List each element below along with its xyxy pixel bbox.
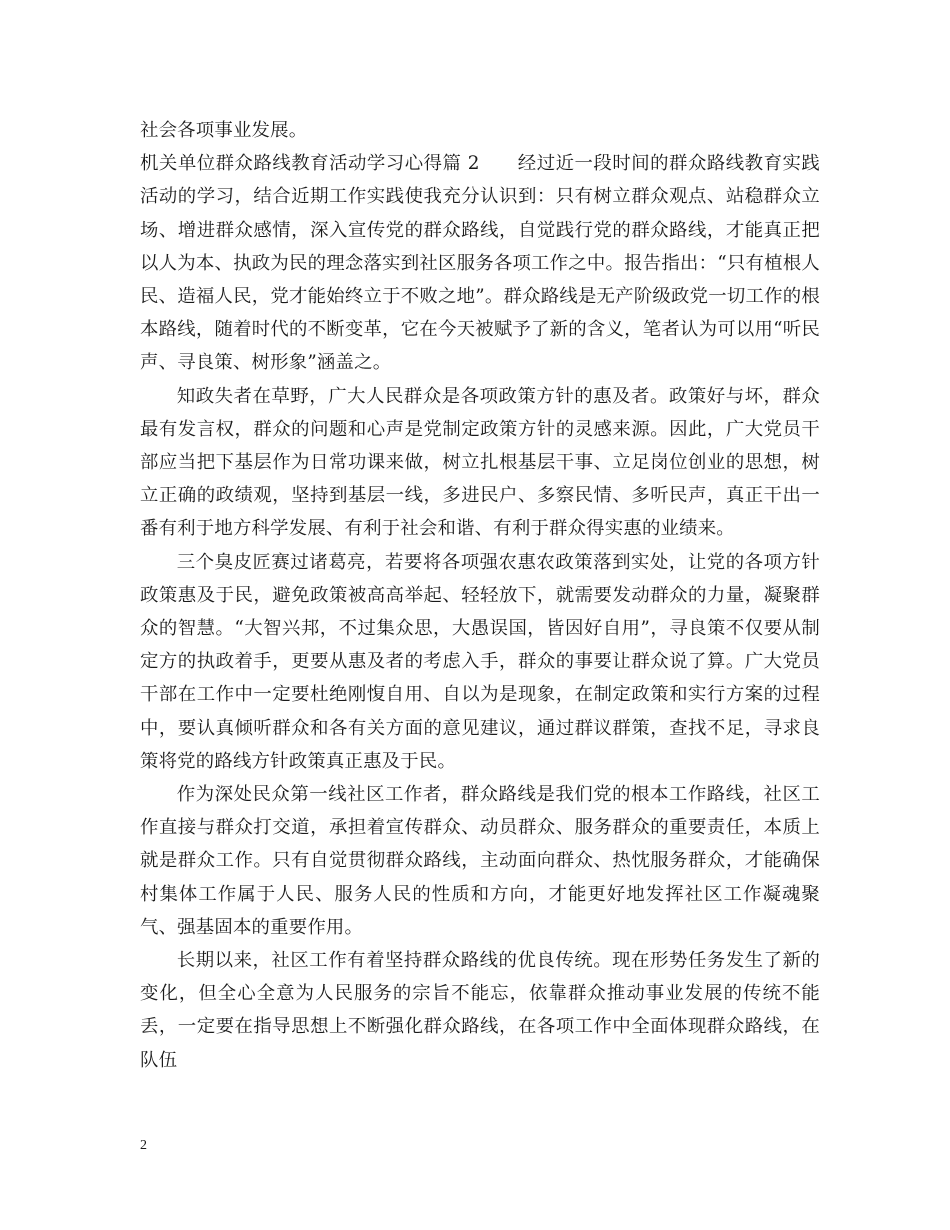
paragraph-seek-strategies: 三个臭皮匠赛过诸葛亮，若要将各项强农惠农政策落到实处，让党的各项方针政策惠及于民，避免政策被高高举起、轻轻放下，就需要发动群众的力量，凝聚群众的智慧。“大智兴邦，不过集众思，大愚误国，皆因好自用”，寻良策不仅要从制定方的执政着手，更要从惠及者的考虑入手，群众的事要让群众说了算。广大党员干部在工作中一定要杜绝刚愎自用、自以为是现象，在制定政策和实行方案的过程中，要认真倾听群众和各有关方面的意见建议，通过群议群策，查找不足，寻求良策将党的路线方针政策真正惠及于民。	[140, 551, 820, 772]
paragraph-article-title-and-intro: 机关单位群众路线教育活动学习心得篇 2 经过近一段时间的群众路线教育实践活动的学习，结合近期工作实践使我充分认识到：只有树立群众观点、站稳群众立场、增进群众感情，深入宣传党的群众路线，自觉践行党的群众路线，才能真正把以人为本、执政为民的理念落实到社区服务各项工作之中。报告指出：“只有植根人民、造福人民，党才能始终立于不败之地”。群众路线是无产阶级政党一切工作的根本路线，随着时代的不断变革，它在今天被赋予了新的含义，笔者认为可以用“听民声、寻良策、树形象”涵盖之。	[140, 153, 820, 374]
document-body	[140, 114, 820, 1077]
paragraph-tradition: 长期以来，社区工作有着坚持群众路线的优良传统。现在形势任务发生了新的变化，但全心全意为人民服务的宗旨不能忘，依靠群众推动事业发展的传统不能丢，一定要在指导思想上不断强化群众路线，在各项工作中全面体现群众路线，在队伍	[140, 950, 820, 1071]
paragraph-continuation: 社会各项事业发展。	[140, 120, 308, 141]
paragraph-listen-voices: 知政失者在草野，广大人民群众是各项政策方针的惠及者。政策好与坏，群众最有发言权，群众的问题和心声是党制定政策方针的灵感来源。因此，广大党员干部应当把下基层作为日常功课来做，树立扎根基层干事、立足岗位创业的思想，树立正确的政绩观，坚持到基层一线，多进民户、多察民情、多听民声，真正干出一番有利于地方科学发展、有利于社会和谐、有利于群众得实惠的业绩来。	[140, 385, 820, 540]
page-number: 2	[140, 1138, 147, 1153]
paragraph-community-workers: 作为深处民众第一线社区工作者，群众路线是我们党的根本工作路线，社区工作直接与群众打交道，承担着宣传群众、动员群众、服务群众的重要责任，本质上就是群众工作。只有自觉贯彻群众路线，主动面向群众、热忱服务群众，才能确保村集体工作属于人民、服务人民的性质和方向，才能更好地发挥社区工作凝魂聚气、强基固本的重要作用。	[140, 784, 820, 938]
